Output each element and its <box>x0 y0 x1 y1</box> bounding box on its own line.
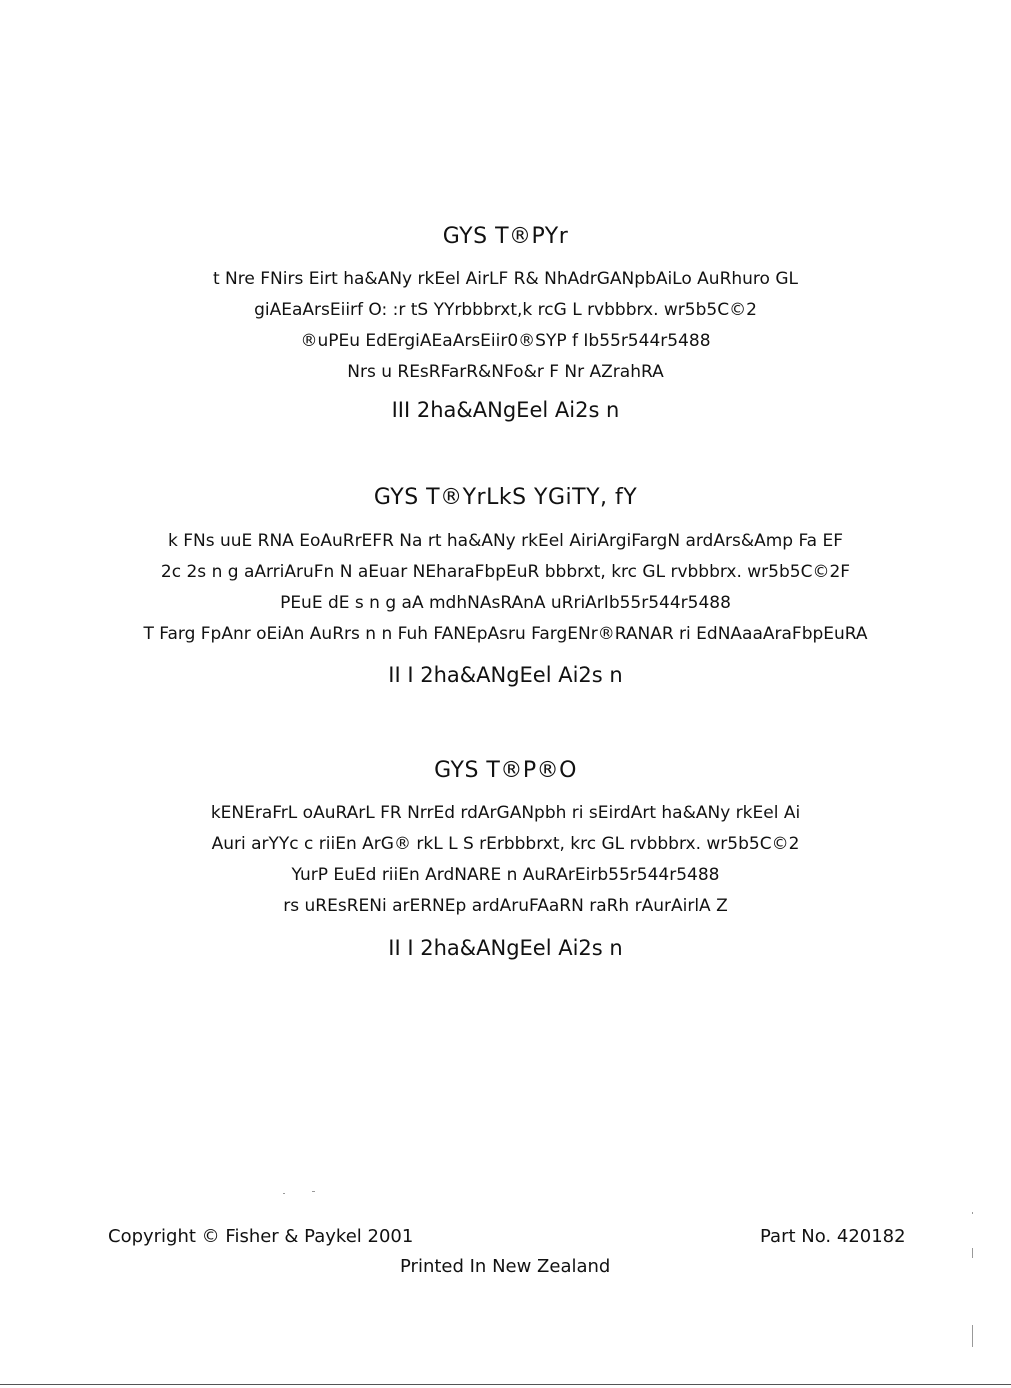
section-1-subline: III 2ha&ANgEel Ai2s n <box>391 398 620 422</box>
section-3-line-3: YurP EuEd riiEn ArdNARE n AuRArEirb55r544r5488 <box>291 865 720 885</box>
scan-speck <box>972 1248 973 1258</box>
section-2-line-2: 2c 2s n g aArriAruFn N aEuar NEharaFbpEuR bbbrxt, krc GL rvbbbrx. wr5b5C©2F <box>160 562 851 582</box>
section-3-subline: II I 2ha&ANgEel Ai2s n <box>388 936 623 960</box>
section-1-line-4: Nrs u REsRFarR&NFo&r F Nr AZrahRA <box>347 362 664 382</box>
section-3-title: GYS T®P®O <box>434 758 577 783</box>
scan-speck <box>972 1212 973 1214</box>
scan-speck <box>972 1325 973 1347</box>
section-2-line-1: k FNs uuE RNA EoAuRrEFR Na rt ha&ANy rkEel AiriArgiFargN ardArs&Amp Fa EF <box>167 531 844 551</box>
section-1-title: GYS T®PYr <box>442 224 569 249</box>
scan-speck <box>312 1191 315 1192</box>
section-2-line-4: T Farg FpAnr oEiAn AuRrs n n Fuh FANEpAsru FargENr®RANAR ri EdNAaaAraFbpEuRA <box>143 624 868 644</box>
section-3-body <box>0 798 1011 922</box>
section-2-title: GYS T®YrLkS YGiTY, fY <box>373 485 638 510</box>
part-number: Part No. 420182 <box>760 1226 906 1247</box>
section-1-line-1: t Nre FNirs Eirt ha&ANy rkEel AirLF R& NhAdrGANpbAiLo AuRhuro GL <box>212 269 798 289</box>
section-3-line-4: rs uREsRENi arERNEp ardAruFAaRN raRh rAurAirlA Z <box>283 896 728 916</box>
bottom-edge-rule <box>0 1384 1011 1385</box>
section-2-body <box>0 526 1011 650</box>
scan-speck <box>283 1193 285 1194</box>
copyright-text: Copyright © Fisher & Paykel 2001 <box>108 1226 414 1247</box>
printed-in-text: Printed In New Zealand <box>400 1256 611 1277</box>
section-2-line-3: PEuE dE s n g aA mdhNAsRAnA uRriArIb55r544r5488 <box>280 593 731 613</box>
section-1-line-3: ®uPEu EdErgiAEaArsEiir0®SYP f Ib55r544r5488 <box>300 331 711 351</box>
section-2-subline: II I 2ha&ANgEel Ai2s n <box>388 663 623 687</box>
section-1-line-2: giAEaArsEiirf O: :r tS YYrbbbrxt,k rcG L rvbbbrx. wr5b5C©2 <box>254 300 757 320</box>
section-3-line-1: kENEraFrL oAuRArL FR NrrEd rdArGANpbh ri sEirdArt ha&ANy rkEel Ai <box>210 803 801 823</box>
section-1-body <box>0 264 1011 388</box>
section-3-line-2: Auri arYYc c riiEn ArG® rkL L S rErbbbrxt, krc GL rvbbbrx. wr5b5C©2 <box>211 834 800 854</box>
